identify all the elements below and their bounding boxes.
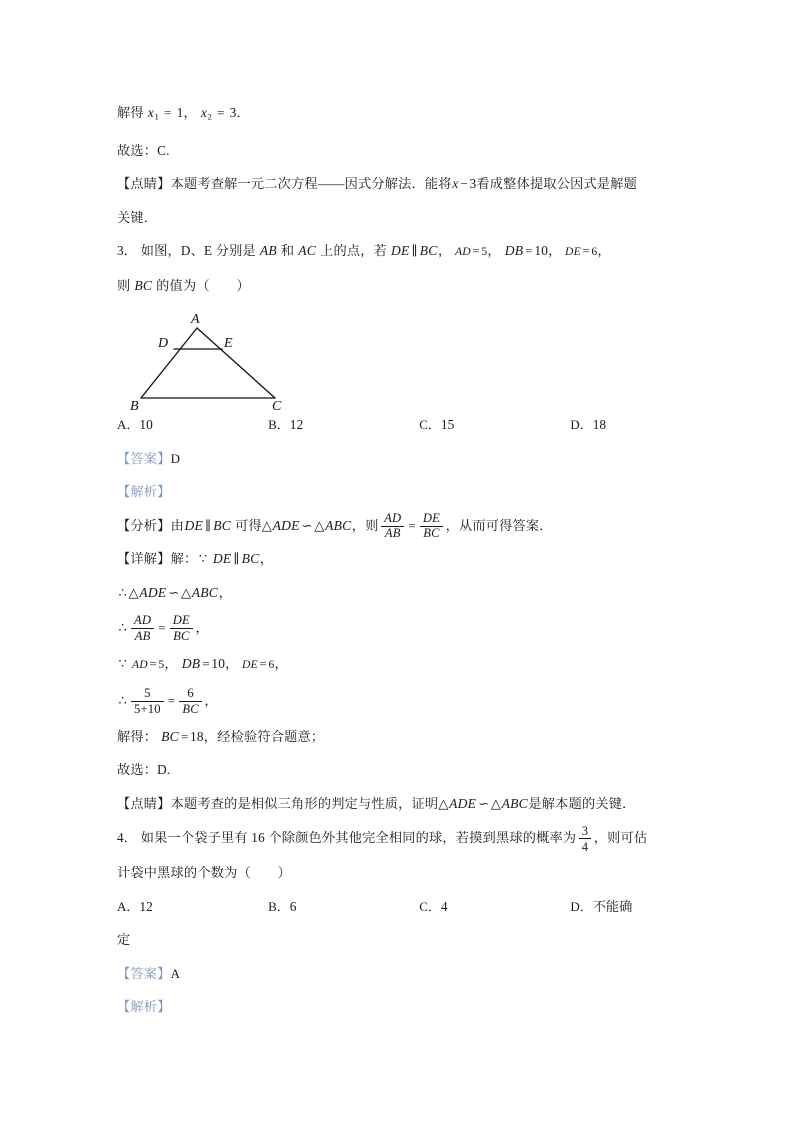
q3-because-symbol-1: ∵ xyxy=(198,551,208,567)
q3-step2-triangle-symbol-2: △ xyxy=(180,584,192,600)
q3-segment-bc: BC xyxy=(419,243,438,259)
q3-comma-3: ， xyxy=(548,243,562,259)
x1-subscript: 1 xyxy=(154,111,160,122)
q3-step5-fraction-1 xyxy=(131,686,164,716)
q3-stem-line-1 xyxy=(117,234,677,269)
q3-ad-variable: AD xyxy=(454,245,471,259)
q4-option-a-value: 12 xyxy=(139,898,153,914)
q3-xiangjie-jie: 解： xyxy=(170,551,198,567)
q3-insight-triangle-symbol-1: △ xyxy=(438,795,449,811)
q3-option-a-value: 10 xyxy=(139,417,153,433)
q3-step1-bc: BC xyxy=(241,551,260,567)
q3-step4-db-equals: = xyxy=(202,656,210,672)
q3-option-d-key: D． xyxy=(570,417,593,433)
q3-stem-part-5: 的值为（ ） xyxy=(156,277,250,293)
q3-step2-triangle-symbol-1: △ xyxy=(128,584,139,600)
q2-choice-line xyxy=(117,134,677,168)
q3-step2-triangle-ade: ADE xyxy=(139,584,167,600)
q4-answer-label: 【答案】 xyxy=(117,965,171,981)
q3-step4-ad-value: 5 xyxy=(158,658,165,672)
q3-insight-triangle-abc: ABC xyxy=(501,795,528,811)
q3-db-equals: = xyxy=(525,243,533,259)
q3-xiangjie-line-3 xyxy=(117,609,677,647)
q3-xiangjie-line-1 xyxy=(117,542,677,576)
roots-comma: ， xyxy=(183,105,197,120)
q3-step5-frac1-numerator: 5 xyxy=(131,686,164,702)
q3-analysis-header xyxy=(117,475,677,509)
q3-comma-1: ， xyxy=(438,243,452,259)
q3-final-choice-text: 故选：D. xyxy=(117,762,171,778)
q4-stem-line-1 xyxy=(117,820,677,856)
q3-therefore-symbol-3: ∴ xyxy=(118,692,127,708)
q3-insight-label: 【点睛】 xyxy=(117,795,171,811)
q4-number: 4． xyxy=(117,830,138,846)
x2-equals: = xyxy=(217,105,225,120)
q3-analysis-label: 【解析】 xyxy=(117,484,171,500)
q3-xiangjie-line-2 xyxy=(117,576,677,610)
q2-insight-text-3: 关键． xyxy=(117,209,158,225)
q3-option-d-value: 18 xyxy=(592,417,607,433)
q3-fenxi-de: DE xyxy=(184,517,203,533)
q3-result-bc: BC xyxy=(161,728,179,744)
q4-option-c-value: 4 xyxy=(440,898,448,914)
x1-value: 1 xyxy=(176,105,184,120)
q2-insight-minus: − xyxy=(460,176,468,192)
q3-option-a[interactable] xyxy=(117,408,268,442)
q3-number: 3． xyxy=(117,243,138,259)
q3-step5-frac2-numerator: 6 xyxy=(179,686,202,702)
q3-step1-comma: ， xyxy=(259,551,274,567)
point-label-D: D xyxy=(158,336,169,352)
q4-answer-value: A xyxy=(170,965,181,981)
q3-stem-bc: BC xyxy=(134,277,153,293)
q3-step4-db: DB xyxy=(181,656,201,672)
q4-probability-fraction xyxy=(579,824,592,854)
q3-result-value: 18 xyxy=(190,728,204,744)
q3-fenxi-frac1-denominator: AB xyxy=(384,526,401,541)
q3-fenxi-text-3: ，则 xyxy=(351,517,379,533)
point-label-E: E xyxy=(224,336,233,352)
q3-fenxi-frac2-numerator: DE xyxy=(420,512,443,527)
q3-stem-part-2: 和 xyxy=(280,243,295,259)
q4-stem-part-3: 计袋中黑球的个数为（ ） xyxy=(117,865,292,881)
q3-step4-db-value: 10 xyxy=(211,656,226,672)
q3-insight-triangle-symbol-2: △ xyxy=(490,795,502,811)
q3-insight-line xyxy=(117,787,677,821)
triangle-diagram-svg xyxy=(127,306,327,415)
q4-stem-line-2 xyxy=(117,856,677,890)
q3-option-c-key: C． xyxy=(419,417,441,433)
q3-step1-de: DE xyxy=(212,551,232,567)
q4-probability-denominator: 4 xyxy=(581,839,589,854)
q3-fenxi-text-2: 可得 xyxy=(234,517,262,533)
q3-fenxi-fraction-1 xyxy=(381,512,404,541)
segment-AB xyxy=(141,328,197,398)
q3-step4-de: DE xyxy=(242,658,258,672)
q3-step5-frac2-denominator: BC xyxy=(182,702,199,717)
q3-stem-line-2 xyxy=(117,269,677,303)
q3-fenxi-fraction-equals: = xyxy=(408,517,416,533)
q3-step3-equals: = xyxy=(158,620,166,636)
q3-db-variable: DB xyxy=(504,243,524,259)
solve-prefix: 解得 xyxy=(117,105,144,120)
q2-insight-line-2 xyxy=(117,201,677,235)
q3-answer-line xyxy=(117,442,677,476)
q3-step4-de-equals: = xyxy=(259,656,267,672)
q3-xiangjie-line-5 xyxy=(117,682,677,720)
q3-fenxi-frac2-denominator: BC xyxy=(423,526,440,541)
q3-answer-value: D xyxy=(170,450,181,466)
q3-option-c-value: 15 xyxy=(440,417,455,433)
q3-option-b[interactable] xyxy=(268,408,419,442)
q3-xiangjie-label: 【详解】 xyxy=(117,551,171,567)
q3-triangle-figure xyxy=(127,306,327,415)
q3-segment-de: DE xyxy=(391,243,410,259)
vertex-label-A: A xyxy=(191,312,200,328)
page-content xyxy=(117,96,677,1024)
q3-option-d[interactable] xyxy=(570,408,677,442)
q3-insight-text-2: 是解本题的关键． xyxy=(528,795,636,811)
q3-step3-frac2-numerator: DE xyxy=(170,614,193,629)
q2-insight-line xyxy=(117,167,677,201)
q3-xiangjie-line-4 xyxy=(117,647,677,682)
vertex-label-C: C xyxy=(272,399,282,415)
x2-value: 3 xyxy=(229,105,237,120)
q4-option-d-wrap-text: 定 xyxy=(117,932,131,948)
q4-option-a[interactable] xyxy=(117,890,268,924)
q2-choice-text: 故选：C. xyxy=(117,142,170,158)
q3-step5-comma: ， xyxy=(204,692,218,708)
q3-step4-ad-equals: = xyxy=(149,656,157,672)
q3-step3-frac2-denominator: BC xyxy=(173,628,190,643)
q4-option-c[interactable] xyxy=(419,890,570,924)
q3-step5-fraction-2 xyxy=(179,686,202,716)
q3-triangle-abc: ABC xyxy=(325,517,352,533)
q4-option-c-key: C． xyxy=(419,898,441,914)
q3-fenxi-text-4: ，从而可得答案． xyxy=(445,517,553,533)
q3-fenxi-bc: BC xyxy=(213,517,231,533)
q3-step4-comma-2: ， xyxy=(225,656,239,672)
q3-option-b-key: B． xyxy=(268,417,290,433)
q3-db-value: 10 xyxy=(534,243,549,259)
q3-ad-value: 5 xyxy=(481,245,488,259)
q3-triangle-symbol-2: △ xyxy=(314,517,325,533)
q3-similar-symbol: ∽ xyxy=(301,517,313,533)
q3-triangle-symbol-1: △ xyxy=(261,517,273,533)
x2-variable: x xyxy=(200,105,208,120)
q3-ad-equals: = xyxy=(472,243,480,259)
q4-option-a-key: A． xyxy=(117,898,140,914)
q2-insight-label: 【点睛】 xyxy=(117,176,171,192)
q3-step5-equals: = xyxy=(167,692,176,708)
segment-AC xyxy=(197,328,275,398)
q3-segment-ac: AC xyxy=(298,243,317,259)
q3-comma-2: ， xyxy=(487,243,501,259)
q2-insight-text-2: 看成整体提取公因式是解题 xyxy=(476,176,638,192)
x1-equals: = xyxy=(164,105,172,120)
q3-step2-comma: ， xyxy=(218,584,232,600)
q2-solution-roots-line xyxy=(117,96,677,134)
q2-insight-number: 3 xyxy=(469,176,477,192)
q3-comma-4: ， xyxy=(597,243,611,259)
q3-step3-fraction-2 xyxy=(170,614,193,643)
q3-fenxi-label: 【分析】 xyxy=(117,517,171,533)
q3-result-equals: = xyxy=(180,728,189,744)
vertex-label-B: B xyxy=(130,399,139,415)
q3-fenxi-frac1-numerator: AD xyxy=(381,512,404,527)
q3-step2-triangle-abc: ABC xyxy=(191,584,219,600)
x1-variable: x xyxy=(147,105,155,120)
q3-insight-similar: ∽ xyxy=(478,795,490,811)
q3-therefore-symbol-1: ∴ xyxy=(118,584,127,600)
q3-step4-de-value: 6 xyxy=(268,658,275,672)
q3-because-symbol-2: ∵ xyxy=(118,656,127,672)
q4-probability-numerator: 3 xyxy=(579,824,592,840)
q4-analysis-header xyxy=(117,990,677,1024)
q3-option-a-key: A． xyxy=(117,417,140,433)
q3-de-variable: DE xyxy=(565,245,581,259)
x2-subscript: 2 xyxy=(207,111,213,122)
q3-de-value: 6 xyxy=(591,245,598,259)
q3-segment-ab: AB xyxy=(259,243,277,259)
q4-stem-part-2: ，则可估 xyxy=(593,830,648,846)
q3-insight-triangle-ade: ADE xyxy=(449,795,477,811)
q3-insight-text-1: 本题考查的是相似三角形的判定与性质，证明 xyxy=(170,795,439,811)
roots-period: ． xyxy=(236,105,250,120)
q3-step2-similar: ∽ xyxy=(168,584,180,600)
q4-option-b-value: 6 xyxy=(289,898,297,914)
q3-step4-comma-3: ， xyxy=(274,656,288,672)
q3-stem-part-4: 则 xyxy=(117,277,131,293)
q3-step1-parallel: ∥ xyxy=(233,551,240,567)
q4-option-b[interactable] xyxy=(268,890,419,924)
q3-step4-comma-1: ， xyxy=(164,656,178,672)
q3-options-row xyxy=(117,408,677,442)
q3-option-c[interactable] xyxy=(419,408,570,442)
q3-result-prefix: 解得： xyxy=(117,728,158,744)
q3-answer-label: 【答案】 xyxy=(117,450,171,466)
q3-step3-frac1-numerator: AD xyxy=(131,614,154,629)
q4-stem-part-1: 如果一个袋子里有 16 个除颜色外其他完全相同的球，若摸到黑球的概率为 xyxy=(140,830,577,846)
q3-therefore-symbol-2: ∴ xyxy=(118,620,127,636)
q3-triangle-ade: ADE xyxy=(272,517,300,533)
q3-stem-part-1: 如图，D、E 分别是 xyxy=(140,243,256,259)
q3-step3-fraction-1 xyxy=(131,614,154,643)
q4-option-d-value: 不能确 xyxy=(592,898,633,914)
q4-options-row xyxy=(117,890,677,924)
q3-de-equals: = xyxy=(582,243,590,259)
q3-step3-comma: ， xyxy=(195,620,209,636)
q2-insight-text-1: 本题考查解一元二次方程——因式分解法．能将 xyxy=(170,176,452,192)
q4-option-b-key: B． xyxy=(268,898,290,914)
q3-fenxi-fraction-2 xyxy=(420,512,443,541)
q3-stem-part-3: 上的点，若 xyxy=(320,243,388,259)
q3-fenxi-line xyxy=(117,509,677,543)
q4-answer-line xyxy=(117,957,677,991)
q3-fenxi-text-1: 由 xyxy=(170,517,184,533)
q3-result-suffix: ，经检验符合题意； xyxy=(203,728,325,744)
q4-option-d-wrap-line xyxy=(117,923,677,957)
q3-option-b-value: 12 xyxy=(289,417,304,433)
q4-option-d[interactable] xyxy=(570,890,677,924)
q4-analysis-label: 【解析】 xyxy=(117,999,171,1015)
q3-step3-frac1-denominator: AB xyxy=(134,628,151,643)
q3-step4-ad: AD xyxy=(131,658,148,672)
q3-fenxi-parallel: ∥ xyxy=(204,517,212,533)
q3-parallel-symbol: ∥ xyxy=(411,243,418,259)
q3-result-line xyxy=(117,720,677,754)
q3-final-choice-line xyxy=(117,753,677,787)
q3-step5-frac1-denominator: 5+10 xyxy=(133,702,161,717)
q4-option-d-key: D． xyxy=(570,898,593,914)
q2-insight-variable: x xyxy=(452,176,459,192)
